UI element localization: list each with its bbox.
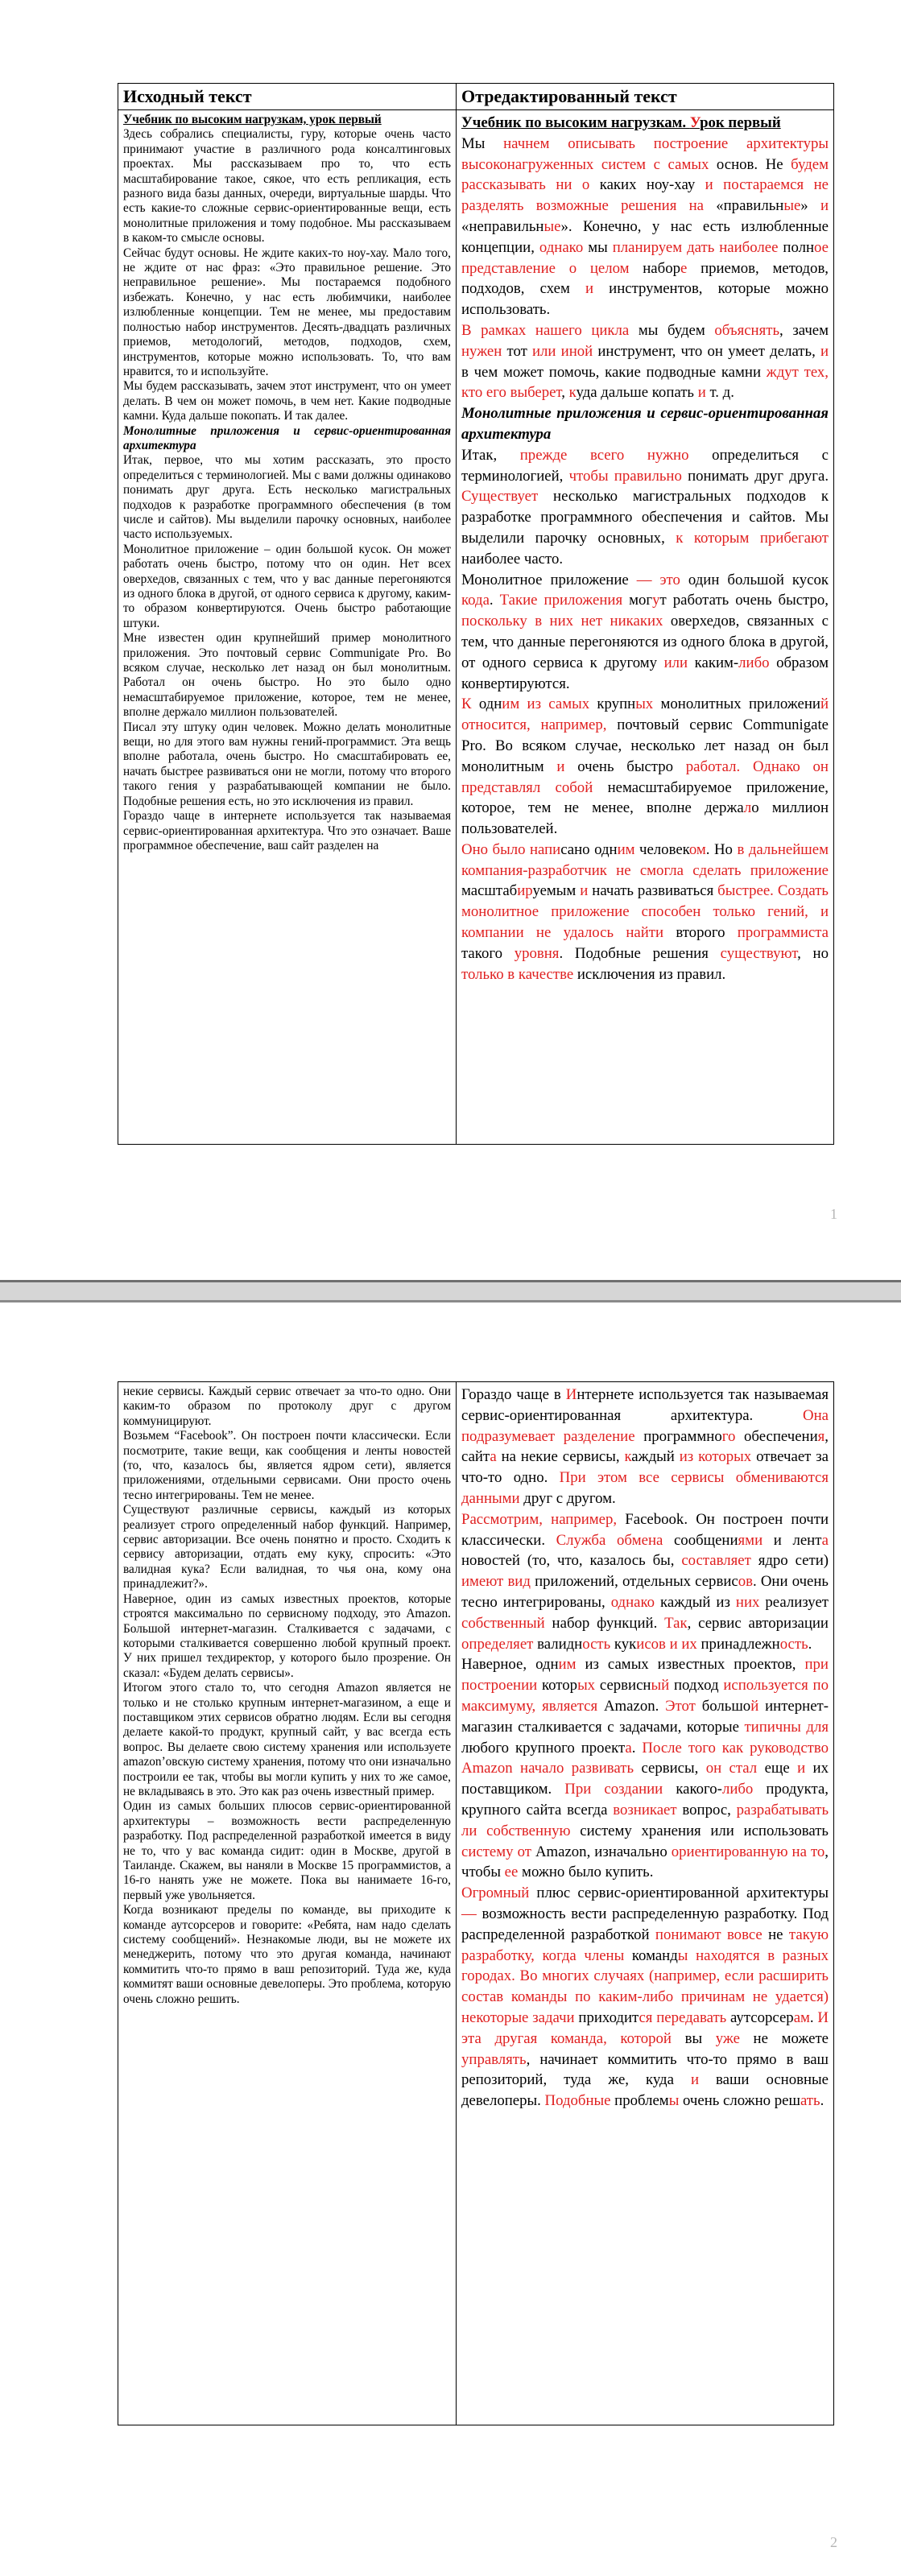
edited-fragment: им из самых [502,696,590,713]
edited-column-header: Отредактированный текст [457,84,834,110]
text-fragment: из самых известных проектов, [576,1656,805,1674]
edited-fragment: к которым прибегают [676,529,829,547]
edited-fragment: ы [668,2092,680,2110]
comparison-table-page-1 [118,83,834,1145]
table-header-row [118,84,834,110]
edited-fragment: и [585,280,594,298]
text-fragment: Amazon, изначально [531,1843,672,1860]
edited-fragment: Оно было напи [461,840,561,858]
paragraph [461,320,829,403]
edited-fragment: либо [738,654,770,671]
edited-fragment: или [663,654,688,671]
text-fragment: уемым [532,882,581,900]
table-row [118,1382,834,2425]
edited-fragment: однако [539,238,584,256]
text-fragment: каких ноу-хау [589,176,705,194]
paragraph [461,1883,829,2112]
text-fragment: почтовый сервис Communigate Pro. Во всяком случае, несколько лет назад он был монолитным [461,716,829,775]
edited-fragment: собственный [461,1614,545,1632]
text-fragment: . [489,592,500,609]
text-fragment: Facebook. Он построен почти классически. [461,1510,829,1549]
text-fragment: полн [778,238,815,256]
text-fragment: приходит [574,2008,639,2026]
edited-fragment: ями [738,1531,763,1549]
text-fragment: принадлежн [696,1635,780,1653]
text-fragment: монолитных приложени [653,696,820,713]
text-fragment: систему хранения или использовать [570,1822,829,1839]
table-row [118,110,834,1145]
paragraph: Мы будем рассказывать, зачем этот инструмент, что он умеет делать. В чем он может помочь, в чем нет. Какие подводные камни. Куда дальше покопать. И так далее. [123,379,451,423]
edited-fragment: систему от [461,1843,531,1860]
source-text-cell [118,110,457,1145]
edited-fragment: прежде всего нужно [519,446,689,464]
text-fragment: инструмент, что он умеет делать, [593,342,820,360]
edited-fragment: ать [800,2092,820,2110]
edited-fragment: и [797,1760,806,1777]
text-fragment: котор [537,1677,578,1695]
edited-fragment: понимают вовсе [655,1926,763,1943]
paragraph: Наверное, один из самых известных проектов, которые строятся максимально по сервисному подходу, это Amazon. Большой интернет-магазин. Сталкивается с задачами, с которыми сталкивается совершенно любой крупный проект. У них пришел техдиректор, у которого было прозрение. Он сказал: «Будем делать сервисы». [123,1591,451,1680]
edited-fragment: у [652,592,660,609]
edited-fragment: нужен [461,342,502,360]
edited-fragment: Этот [665,1697,696,1715]
text-fragment: каким- [688,654,739,671]
edited-fragment: ориентированную на то [671,1843,825,1860]
text-fragment: на некие сервисы, [496,1448,625,1466]
edited-fragment: ом [688,840,706,858]
text-fragment: плюс сервис-ориентированной архитектуры [529,1885,829,1902]
edited-fragment: ир [517,882,533,900]
text-fragment: т. д. [705,384,734,402]
text-fragment: вопрос, [676,1801,737,1818]
edited-fragment: он стал [705,1760,758,1777]
paragraph [461,694,829,840]
edited-fragment: и [556,758,565,775]
edited-fragment: им [617,840,635,858]
edited-fragment: существуют [720,944,798,962]
edited-fragment: или иной [532,342,593,360]
text-fragment: сервисы, [634,1760,706,1777]
edited-fragment: возникает [613,1801,677,1818]
lesson-title [461,113,829,134]
edited-fragment: Огромный [461,1885,530,1902]
text-fragment: и лент [763,1531,822,1549]
text-fragment: мы будем [629,321,715,339]
text-fragment: мог [622,592,653,609]
text-fragment: » [800,197,820,215]
section-heading: Монолитные приложения и сервис-ориентированная архитектура [123,423,451,452]
text-fragment: интернет-магазин сталкивается с задачами, которые [461,1697,829,1736]
edited-fragment: разрабатывать ли собственную [461,1801,829,1839]
edited-fragment: и [690,2071,700,2089]
text-fragment: каждый из [655,1593,736,1611]
text-fragment: Монолитные приложения и сервис-ориентированная архитектура [461,405,829,443]
page-separator [0,1280,901,1302]
paragraph [461,445,829,570]
text-fragment: возможность вести распределенную разработку. Под распределенной разработкой [461,1905,829,1943]
edited-fragment: используется по максимуму, является [461,1677,829,1715]
text-fragment: рок первый [700,114,781,131]
document-page-1 [0,0,901,1280]
text-fragment: , чтобы [461,1843,829,1881]
edited-fragment: а [821,1531,829,1549]
text-fragment: продукта, крупного сайта всегда [461,1781,829,1818]
text-fragment: , сайт [461,1427,829,1466]
text-fragment: . [820,2092,825,2110]
paragraph: Мне известен один крупнейший пример монолитного приложения. Это почтовый сервис Communigate Pro. Во всяком случае, несколько лет назад он был монолитным. Работал он очень быстро. Но это было одно немасштабируемое приложение, которое, тем не менее, вполне держало миллион пользователей. [123,631,451,720]
paragraph: Монолитное приложение – один большой кусок. Он может работать очень быстро, потому что он один. Нет всех оверхедов, связанных с тем, что у вас данные перегоняются из одного блока в другой, от одного сервиса к другому, каким-то образом конвертируются. Очень быстро работающие штуки. [123,542,451,630]
text-fragment: оверхедов, связанных с тем, что данные перегоняются из одного блока в другой, от одного сервиса к другому [461,613,829,671]
edited-fragment: В рамках нашего цикла [461,321,630,339]
text-fragment: «неправильн [461,217,544,235]
text-fragment: очень быстро [564,758,686,775]
edited-fragment: ам [793,2008,810,2026]
edited-fragment: ые [783,197,801,215]
text-fragment: образом конвертируются. [461,654,829,692]
paragraph: Итогом этого стало то, что сегодня Amazon является не только и не столько крупным интернет-магазином, а еще и поставщиком этих сервисов обратно людям. Если вы сегодня делаете какой-то продукт, крупный сайт, у вас всегда есть вопрос. Вы делаете свою систему хранения или используете amazon’овскую систему хранения, потому что они изначально построили ее так, чтобы вы могли купить у них то же самое, не вкладываясь в это. Это как раз очень известный пример. [123,1681,451,1798]
edited-fragment: поскольку в них нет никаких [461,613,663,630]
paragraph: Сейчас будут основы. Не ждите каких-то ноу-хау. Мало того, не ждите от нас фраз: «Это правильное решение. Это неправильное решение». Мы постараемся подобного избежать. Конечно, у нас есть любимчики, наиболее излюбленные концепции. Тем не менее, мы предоставим полностью набор инструментов. Десять-двадцать различных приемов, методологий, методов, подходов, схем, инструментов, которые можно использовать. То, что вам нравится, то и используйте. [123,246,451,378]
edited-fragment: Она подразумевает разделение [461,1406,829,1445]
edited-fragment: Существует [461,488,539,506]
text-fragment: команд [624,1946,678,1964]
edited-fragment: Служба обмена [556,1531,663,1549]
edited-fragment: е [680,259,688,277]
edited-fragment: — [461,1905,477,1922]
edited-fragment: будем рассказывать ни о [461,155,829,194]
edited-fragment: К [461,696,472,713]
text-fragment: т работать очень быстро, [659,592,829,609]
edited-fragment: При создании [564,1781,663,1798]
edited-fragment: работал. Однако он представлял собой [461,758,829,796]
text-fragment: реализует [759,1593,829,1611]
edited-fragment: определяет [461,1635,534,1653]
text-fragment: , зачем [779,321,829,339]
text-fragment: обеспечени [735,1427,818,1445]
edited-fragment: планируем дать наиболее [612,238,779,256]
paragraph: Существуют различные сервисы, каждый из которых реализует строго определенный набор функций. Например, сервис авторизации. Все очень понятно и просто. Сходить к сервису авторизации, отдать ему куку, спросить: «Это валидная кука? Если валидная, то чья она, кому она принадлежит?». [123,1503,451,1591]
text-fragment: уда дальше копать [576,384,698,402]
text-fragment: набор [629,259,680,277]
paragraph: Гораздо чаще в интернете используется так называемая сервис-ориентированная архитектура. Что это означает. Ваше программное обеспечение, ваш сайт разделен на [123,809,451,852]
edited-text-cell [457,1382,834,2425]
edited-fragment: После того как руководство Amazon начало развивать [461,1739,829,1777]
text-fragment: , сервис авторизации [687,1614,829,1632]
edited-fragment: я [817,1427,825,1445]
text-fragment: о миллион пользователей. [461,799,829,838]
edited-fragment: и [820,197,829,215]
edited-fragment: и [580,882,589,900]
edited-fragment: ость [779,1635,808,1653]
document-page-2 [0,1302,901,2576]
edited-fragment: такую разработку, когда члены [461,1926,829,1964]
edited-fragment: при построении [461,1656,829,1695]
edited-fragment: — это [636,571,680,588]
edited-fragment: им [558,1656,577,1674]
edited-fragment: к [624,1448,632,1466]
text-fragment: одн [471,696,502,713]
text-fragment: сообщени [663,1531,738,1549]
text-fragment: Наверное, одн [461,1656,559,1674]
text-fragment: приложений, отдельных сервис [530,1573,738,1591]
paragraph: Здесь собрались специалисты, гуру, которые очень часто принимают участие в различного рода консалтинговых проектах. Мы рассказываем про то, что есть масштабирование такое, сякое, что есть репликация, есть разного вида базы данных, очереди, виртуальные шарды. Что есть какие-то сложные сервис-ориентированные вещи, есть монолитные приложения и тому подобное. Мы рассказываем в каком-то смысле основы. [123,127,451,246]
text-fragment: новостей (то, что, казалось бы, [461,1552,682,1570]
text-fragment: набор функций. [544,1614,665,1632]
text-fragment: крупн [589,696,636,713]
text-fragment: инструментов, которые можно использовать. [461,280,829,319]
edited-fragment: управлять [461,2050,527,2068]
text-fragment: не можете [739,2029,829,2047]
edited-fragment: И эта другая команда, которой [461,2008,829,2047]
text-fragment: не [762,1926,789,1943]
text-fragment: отвечает за что-то одно. [461,1448,829,1487]
text-fragment: человек [634,840,689,858]
edited-fragment: Рассмотрим, например, [461,1510,618,1528]
text-fragment: приемов, методов, подходов, схем [461,259,829,298]
edited-fragment: ых [577,1677,596,1695]
text-fragment: . Подобные решения [559,944,721,962]
edited-fragment: л [743,799,752,817]
text-fragment: в чем может помочь, какие подводные камни [461,363,767,381]
text-fragment: определиться с терминологией, [461,446,829,485]
edited-fragment: ов [738,1573,753,1591]
text-fragment: мы [583,238,613,256]
page-number: 1 [830,1206,837,1222]
edited-fragment: в дальнейшем компания-разработчик не смогла сделать приложение [461,840,829,879]
text-fragment: ». Конечно, у нас есть излюбленные концепции, [461,217,829,256]
paragraph [461,840,829,985]
text-fragment: любого крупного проект [461,1739,626,1757]
edited-fragment: начнем описывать построение архитектуры высоконагруженных систем с самых [461,134,829,173]
text-fragment: нтернете используется так называемая сервис-ориентированная архитектура. [461,1386,829,1424]
paragraph [461,570,829,695]
edited-fragment: ждут тех, кто его выберет [461,363,829,402]
text-fragment: . Но [705,840,738,858]
text-fragment: основ. Не [709,155,791,173]
edited-fragment: а [490,1448,497,1466]
edited-text-cell [457,110,834,1145]
edited-fragment: однако [610,1593,655,1611]
paragraph: Возьмем “Facebook”. Он построен почти классически. Если посмотрите, такие вещи, как сообщения и ленты новостей (то, что, казалось бы, является ядром сети), является приложениями, отдельными сервисами. Они просто очень тесно интегрированы. Тем не менее. [123,1429,451,1502]
text-fragment: вы [671,2029,716,2047]
edited-fragment: ся передавать [639,2008,727,2026]
text-fragment: их поставщиком. [461,1760,829,1798]
edited-fragment: либо [721,1781,754,1798]
text-fragment: проблем [610,2092,669,2110]
paragraph [461,1509,829,1655]
page-number: 2 [830,2534,837,2550]
edited-fragment: го [721,1427,736,1445]
edited-fragment: Подобные [544,2092,611,2110]
edited-fragment: объяснять [714,321,780,339]
edited-fragment: й относится, например, [461,696,829,734]
source-column-header: Исходный текст [118,84,457,110]
text-fragment: друг с другом. [519,1489,616,1507]
edited-fragment: программиста [737,924,829,942]
paragraph [461,1654,829,1883]
text-fragment: масштаб [461,882,518,900]
text-fragment: аждый [631,1448,680,1466]
text-fragment: , [561,384,569,402]
text-fragment: Учебник по высоким нагрузкам. [461,114,690,131]
section-heading [461,403,829,445]
edited-fragment: них [735,1593,760,1611]
edited-fragment: и [820,342,829,360]
edited-fragment: ее [504,1864,519,1881]
text-fragment: можно было купить. [518,1864,654,1881]
paragraph [461,1385,829,1509]
edited-fragment: Такие приложения [499,592,623,609]
edited-fragment: й [750,1697,759,1715]
edited-fragment: кода [461,592,490,609]
paragraph: Писал эту штуку один человек. Можно делать монолитные вещи, но для этого вам нужны гений-программист. Эта вещь вполне работала, очень быстро. Но смасштабировать ее, начать быстрее развиваться они не могли, потому что второго такого гения у разрабатывающей компании не было. Подобные решения есть, но это исключения из правил. [123,720,451,808]
text-fragment: понимать друг друга. [681,467,829,485]
text-fragment: немасштабируемое приложение, которое, тем не менее, вполне держа [461,778,829,817]
text-fragment: «правильн [703,197,784,215]
edited-fragment: и [697,384,706,402]
edited-fragment: уже [715,2029,740,2047]
edited-fragment: уровня [514,944,560,962]
edited-fragment: только в качестве [461,965,574,983]
text-fragment: какого- [663,1781,722,1798]
text-fragment: большо [695,1697,751,1715]
edited-fragment: ость [582,1635,611,1653]
paragraph [461,134,829,320]
edited-fragment: и постараемся не разделять возможные решения на [461,176,829,215]
edited-fragment: ых [635,696,654,713]
edited-fragment: составляет [681,1552,751,1570]
text-fragment: один большой кусок [680,571,829,588]
text-fragment: . [808,1635,812,1653]
paragraph: некие сервисы. Каждый сервис отвечает за что-то одно. Они каким-то образом по протоколу друг с другом коммуницируют. [123,1385,451,1428]
edited-fragment: У [689,114,701,131]
text-fragment: . [809,2008,818,2026]
text-fragment: Amazon. [597,1697,666,1715]
edited-fragment: ый [651,1677,670,1695]
text-fragment: , начинает коммитить что-то прямо в ваш репозиторий, туда же, куда [461,2050,829,2089]
paragraph: Один из самых больших плюсов сервис-ориентированной архитектуры – возможность вести распределенную разработку. Под распределенной разработкой имеется в виду не то, что у вас команда сидит: один в Москве, другой в Таиланде. Скажем, вы наняли в Москве 15 программистов, а 16-го нанять уже не можете. Пока вы нанимаете 16-го, первый уже увольняется. [123,1799,451,1902]
edited-fragment: а [625,1739,632,1757]
edited-fragment: из которых [679,1448,752,1466]
text-fragment: ваши основные девелоперы. [461,2071,829,2110]
text-fragment: , но [797,944,829,962]
text-fragment: такого [461,944,515,962]
edited-fragment: к [568,384,577,402]
text-fragment: сервисн [595,1677,651,1695]
text-fragment: еще [757,1760,798,1777]
comparison-table-page-2 [118,1381,834,2425]
text-fragment: Мы [461,134,504,152]
text-fragment: несколько магистральных подходов к разработке программного обеспечения и сайтов. Мы выделили парочку основных, [461,488,829,547]
text-fragment: тот [502,342,532,360]
paragraph: Итак, первое, что мы хотим рассказать, это просто определиться с терминологией. Мы с вами должны одинаково понимать друг друга. Есть несколько магистральных подходов к разработке программного обеспечения (в том числе и сайтов). Мы выделили парочку основных, наиболее часто используемых. [123,453,451,542]
edited-fragment: ое представление о целом [461,238,829,277]
text-fragment: очень сложно реш [679,2092,800,2110]
edited-fragment: ы находятся в разных городах. Во многих случаях (например, если расширить состав команды по каким-либо причинам не удается) некоторые задачи [461,1946,829,2026]
edited-fragment: ые [543,217,561,235]
text-fragment: исключения из правил. [573,965,726,983]
edited-fragment: Так [664,1614,688,1632]
text-fragment: . [631,1739,643,1757]
text-fragment: программно [634,1427,722,1445]
edited-fragment: быстрее. Создать монолитное приложение способен только гений, и компании не удалось найти [461,882,829,942]
lesson-title: Учебник по высоким нагрузкам, урок первый [123,113,382,126]
edited-fragment: При этом все сервисы обмениваются данными [461,1469,829,1507]
edited-fragment: исов и их [636,1635,697,1653]
text-fragment: валидн [533,1635,583,1653]
edited-fragment: чтобы правильно [568,467,682,485]
edited-fragment: имеют вид [461,1573,531,1591]
text-fragment: ядро сети) [750,1552,829,1570]
text-fragment: наиболее часто. [461,550,564,568]
text-fragment: сано одн [560,840,618,858]
text-fragment: . Они очень тесно интегрированы, [461,1573,829,1611]
source-text-cell [118,1382,457,2425]
text-fragment: начать развиваться [588,882,718,900]
text-fragment: кук [610,1635,637,1653]
text-fragment: подход [669,1677,724,1695]
paragraph: Когда возникают пределы по команде, вы приходите к команде аутсорсеров и говорите: «Ребята, нам надо сделать систему сообщений». Незнакомые люди, вы не можете их менеджерить, потому что это другая команда, начинают коммитить что-то прямо в ваш репозиторий. Туда же, куда коммитят ваши основные девелоперы. Это проблема, которую очень сложно решить. [123,1903,451,2006]
text-fragment: Гораздо чаще в [461,1386,566,1403]
text-fragment: второго [663,924,738,942]
text-fragment: Итак, [461,446,520,464]
edited-fragment: И [565,1386,577,1403]
text-fragment: Монолитное приложение [461,571,637,588]
edited-fragment: типичны для [744,1718,829,1736]
text-fragment: аутсорсер [726,2008,794,2026]
